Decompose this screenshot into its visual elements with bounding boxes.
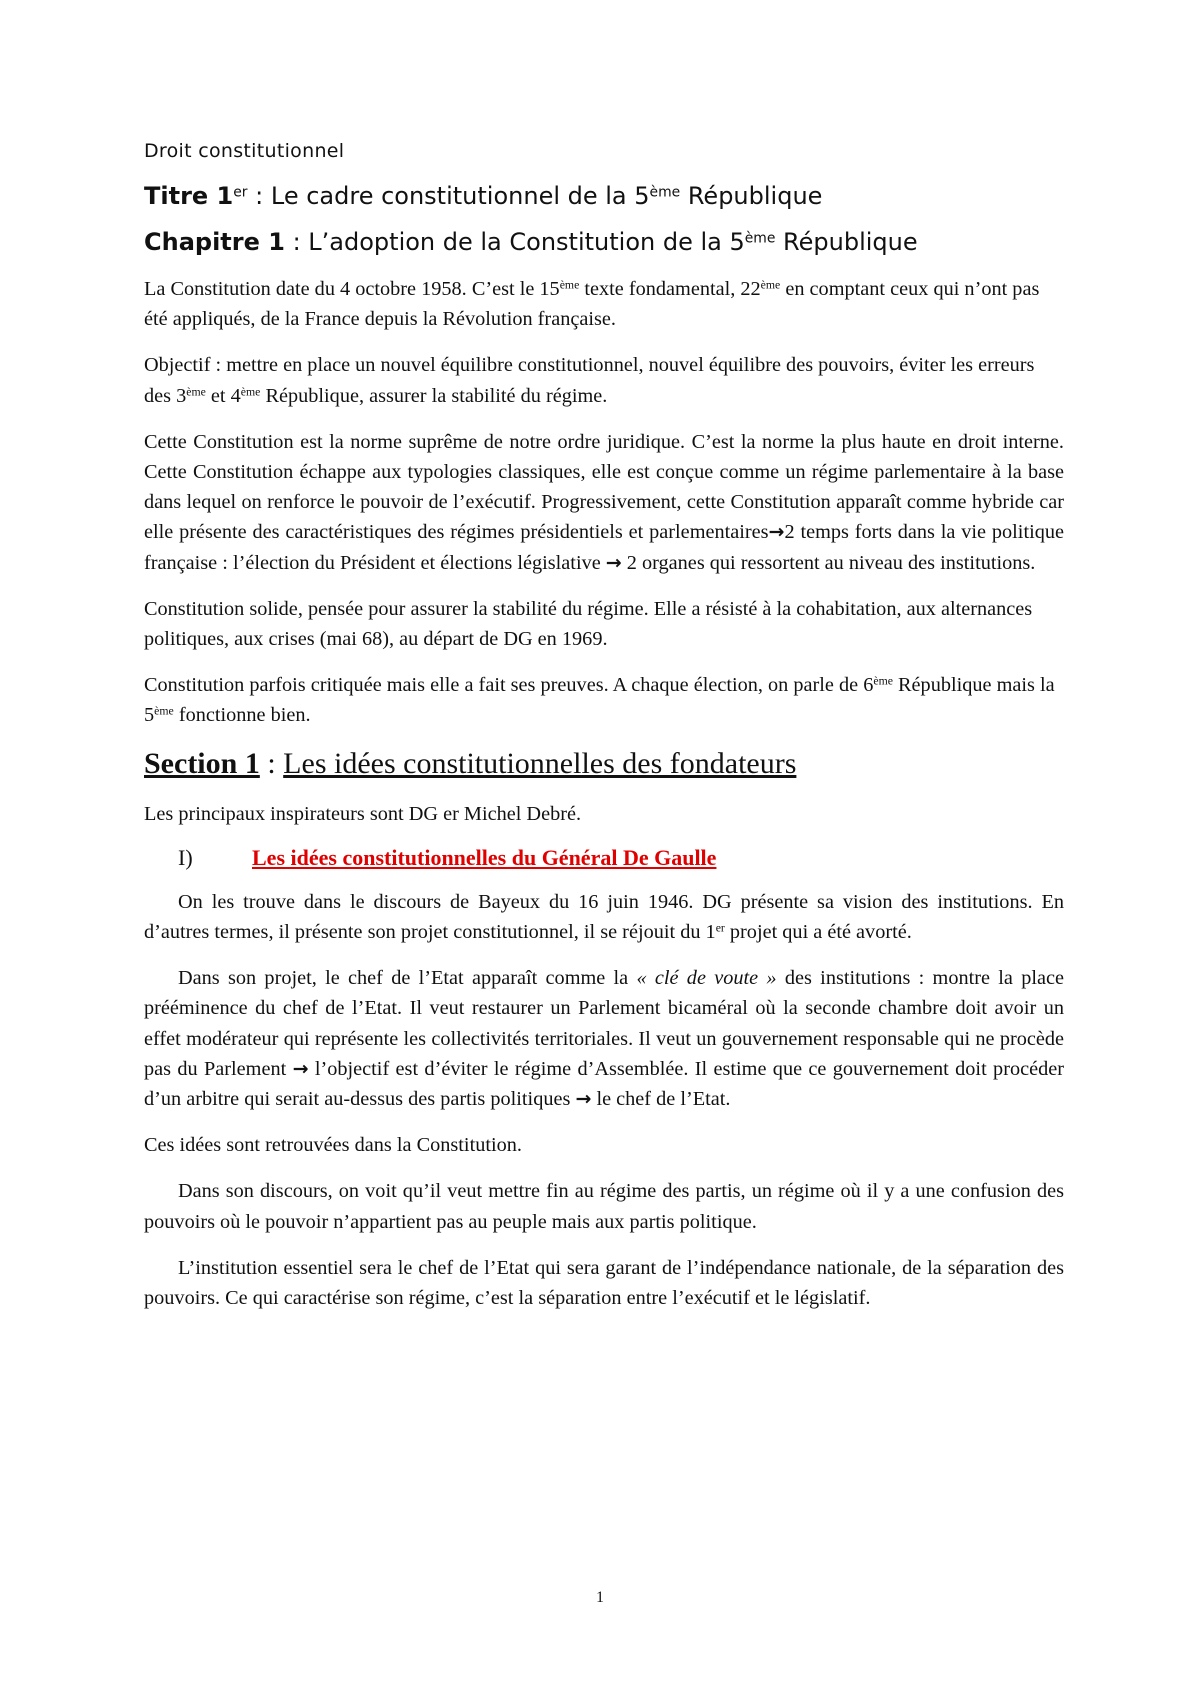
paragraph-5: Constitution parfois critiquée mais elle a fait ses preuves. A chaque élection, on parle de 6ème République mais la 5ème fonctionne bien.	[144, 674, 1055, 727]
arrow-icon: →	[605, 551, 622, 574]
paragraph-8: Dans son projet, le chef de l’Etat apparaît comme la « clé de voute » des institutions : montre la place prééminence du chef de l’Etat. Il veut restaurer un Parlement bicaméral où la seconde chambre doit avoir un effet modérateur qui représente les collectivités territoriales. Il veut un gouvernement responsable qui ne procède pas du Parlement → l’objectif est d’éviter le régime d’Assemblée. Il estime que ce gouvernement doit procéder d’un arbitre qui serait au-dessus des partis politiques → le chef de l’Etat.	[144, 967, 1064, 1111]
subsection-number: I)	[178, 844, 193, 870]
arrow-icon: →	[292, 1057, 309, 1080]
paragraph-6: Les principaux inspirateurs sont DG er Michel Debré.	[144, 802, 582, 825]
document-body	[144, 140, 1064, 1329]
subsection-title: Les idées constitutionnelles du Général De Gaulle	[252, 844, 717, 870]
subsection-heading	[178, 845, 1064, 871]
paragraph-11: L’institution essentiel sera le chef de l’Etat qui sera garant de l’indépendance nationale, de la séparation des pouvoirs. Ce qui caractérise son régime, c’est la séparation entre l’exécutif et le législatif.	[144, 1256, 1064, 1310]
paragraph-3: Cette Constitution est la norme suprême de notre ordre juridique. C’est la norme la plus haute en droit interne. Cette Constitution échappe aux typologies classiques, elle est conçue comme un régime parlementaire à la base dans lequel on renforce le pouvoir de l’exécutif. Progressivement, cette Constitution apparaît comme hybride car elle présente des caractéristiques des régimes présidentiels et parlementaires→2 temps forts dans la vie politique française : l’élection du Président et élections législative → 2 organes qui ressortent au niveau des institutions.	[144, 430, 1064, 574]
paragraph-9: Ces idées sont retrouvées dans la Constitution.	[144, 1134, 522, 1157]
titre-heading: Titre 1er : Le cadre constitutionnel de la 5ème République	[144, 182, 823, 210]
chapitre-heading: Chapitre 1 : L’adoption de la Constitution de la 5ème République	[144, 228, 918, 256]
paragraph-1: La Constitution date du 4 octobre 1958. C’est le 15ème texte fondamental, 22ème en comptant ceux qui n’ont pas été appliqués, de la France depuis la Révolution française.	[144, 278, 1040, 331]
arrow-icon: →	[575, 1088, 592, 1111]
paragraph-4: Constitution solide, pensée pour assurer la stabilité du régime. Elle a résisté à la cohabitation, aux alternances politiques, aux crises (mai 68), au départ de DG en 1969.	[144, 597, 1033, 651]
paragraph-10: Dans son discours, on voit qu’il veut mettre fin au régime des partis, un régime où il y a une confusion des pouvoirs où le pouvoir n’appartient pas au peuple mais aux partis politique.	[144, 1180, 1064, 1233]
page-number: 1	[596, 1589, 604, 1606]
section-heading: Section 1 : Les idées constitutionnelles des fondateurs	[144, 746, 797, 780]
arrow-icon: →	[768, 521, 785, 544]
document-title: Droit constitutionnel	[144, 140, 345, 162]
paragraph-2: Objectif : mettre en place un nouvel équilibre constitutionnel, nouvel équilibre des pouvoirs, éviter les erreurs des 3ème et 4ème République, assurer la stabilité du régime.	[144, 354, 1035, 407]
paragraph-7: On les trouve dans le discours de Bayeux du 16 juin 1946. DG présente sa vision des institutions. En d’autres termes, il présente son projet constitutionnel, il se réjouit du 1er projet qui a été avorté.	[144, 890, 1064, 944]
